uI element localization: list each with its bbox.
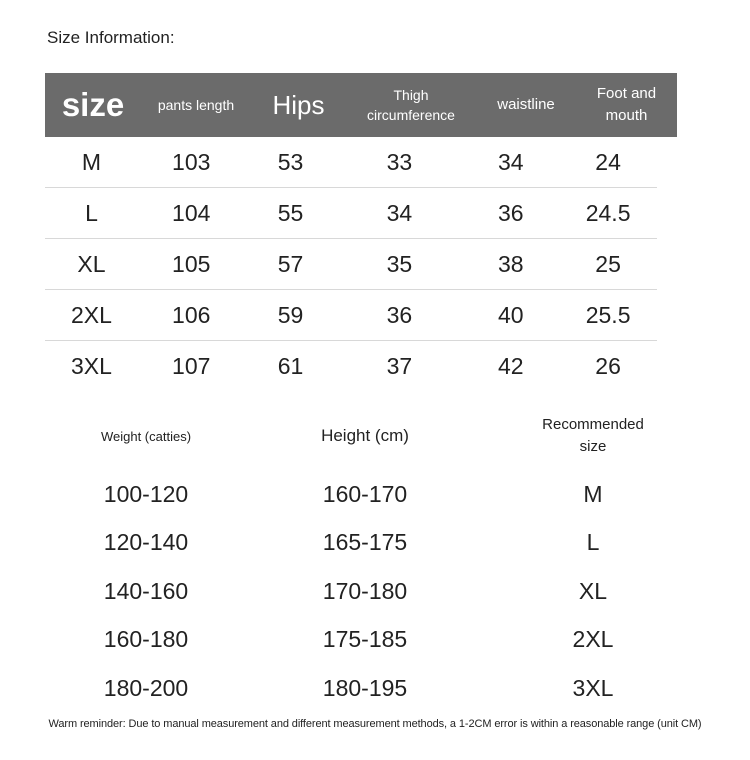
- cell-hips: 59: [277, 301, 304, 328]
- cell-foot-mouth: 24: [595, 148, 621, 175]
- header-thigh-line1: Thigh: [393, 87, 429, 103]
- cell-foot-mouth: 25: [595, 250, 621, 277]
- table-row: [45, 137, 657, 188]
- cell-foot-mouth: 25.5: [585, 301, 631, 328]
- cell-weight: 120-140: [103, 529, 189, 556]
- header-height: Height (cm): [321, 426, 409, 445]
- cell-size: M: [81, 148, 102, 175]
- cell-weight: 180-200: [103, 674, 189, 701]
- recommendation-header: [45, 414, 705, 458]
- cell-size: XL: [77, 250, 106, 277]
- cell-size: L: [85, 199, 98, 226]
- header-foot-line2: mouth: [605, 107, 648, 124]
- size-table-header: [45, 73, 677, 137]
- cell-recommended-size: M: [583, 480, 603, 507]
- cell-recommended-size: L: [586, 529, 600, 556]
- cell-foot-mouth: 24.5: [585, 199, 631, 226]
- header-size: size: [61, 86, 125, 123]
- cell-height: 160-170: [322, 480, 408, 507]
- cell-pants-length: 103: [172, 148, 211, 175]
- cell-weight: 100-120: [103, 480, 189, 507]
- header-foot-line1: Foot and: [596, 85, 657, 102]
- cell-size: 2XL: [71, 301, 112, 328]
- cell-thigh: 36: [386, 301, 413, 328]
- cell-foot-mouth: 26: [595, 352, 621, 379]
- table-row: [45, 290, 657, 341]
- cell-hips: 53: [277, 148, 304, 175]
- cell-recommended-size: XL: [578, 577, 608, 604]
- header-rec-line1: Recommended: [542, 416, 644, 433]
- table-row: [45, 664, 705, 713]
- header-hips: Hips: [272, 90, 325, 120]
- header-pants-length: pants length: [157, 97, 235, 113]
- cell-height: 180-195: [322, 674, 408, 701]
- table-row: [45, 519, 705, 568]
- cell-pants-length: 107: [172, 352, 211, 379]
- cell-recommended-size: 3XL: [572, 674, 614, 701]
- size-table-body: [45, 137, 677, 391]
- table-row: [45, 188, 657, 239]
- cell-pants-length: 105: [172, 250, 211, 277]
- size-table: [45, 73, 677, 391]
- cell-waistline: 34: [497, 148, 524, 175]
- cell-hips: 57: [277, 250, 304, 277]
- header-weight: Weight (catties): [100, 428, 192, 444]
- header-recommended-size: [483, 414, 703, 458]
- table-row: [45, 567, 705, 616]
- cell-weight: 160-180: [103, 626, 189, 653]
- cell-waistline: 40: [497, 301, 524, 328]
- cell-height: 165-175: [322, 529, 408, 556]
- cell-thigh: 35: [386, 250, 413, 277]
- header-thigh-line2: circumference: [367, 107, 455, 123]
- cell-thigh: 37: [386, 352, 413, 379]
- cell-thigh: 33: [386, 148, 413, 175]
- recommendation-table: [45, 414, 705, 713]
- cell-waistline: 38: [497, 250, 524, 277]
- cell-pants-length: 106: [172, 301, 211, 328]
- page-title: Size Information:: [47, 28, 175, 47]
- cell-hips: 61: [277, 352, 304, 379]
- cell-pants-length: 104: [172, 199, 211, 226]
- table-row: [45, 470, 705, 519]
- warm-reminder-note: Warm reminder: Due to manual measurement and different measurement methods, a 1-2CM error is within a reasonable range (unit CM): [48, 718, 702, 730]
- cell-weight: 140-160: [103, 577, 189, 604]
- cell-hips: 55: [277, 199, 304, 226]
- table-row: [45, 239, 657, 290]
- table-row: [45, 616, 705, 665]
- cell-waistline: 42: [497, 352, 524, 379]
- header-foot-mouth: [576, 83, 677, 127]
- cell-waistline: 36: [497, 199, 524, 226]
- cell-height: 170-180: [322, 577, 408, 604]
- table-row: [45, 341, 657, 391]
- cell-recommended-size: 2XL: [572, 626, 614, 653]
- header-thigh: [346, 85, 476, 125]
- cell-size: 3XL: [71, 352, 112, 379]
- cell-thigh: 34: [386, 199, 413, 226]
- recommendation-body: [45, 470, 705, 713]
- header-waistline: waistline: [497, 96, 555, 113]
- header-rec-line2: size: [579, 438, 607, 455]
- cell-height: 175-185: [322, 626, 408, 653]
